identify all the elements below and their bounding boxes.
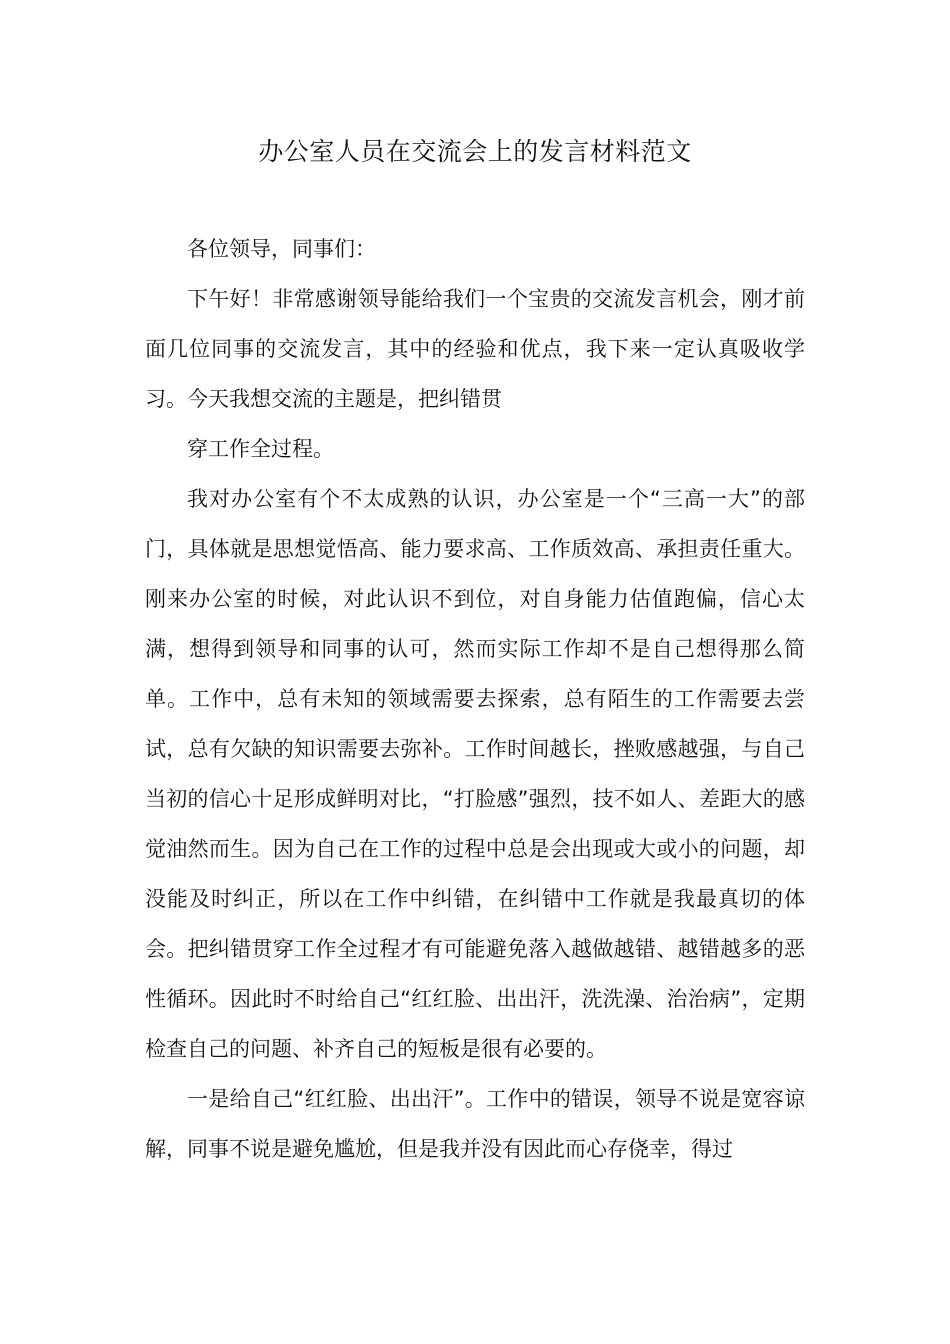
paragraph-reflection: 我对办公室有个不太成熟的认识，办公室是一个“三高一大”的部门，具体就是思想觉悟高、能力要求高、工作质效高、承担责任重大。刚来办公室的时候，对此认识不到位，对自身能力估值跑偏，信心太满，想得到领导和同事的认可，然而实际工作却不是自己想得那么简单。工作中，总有未知的领域需要去探索，总有陌生的工作需要去尝试，总有欠缺的知识需要去弥补。工作时间越长，挫败感越强，与自己当初的信心十足形成鲜明对比，“打脸感”强烈，技不如人、差距大的感觉油然而生。因为自己在工作的过程中总是会出现或大或小的问题，却没能及时纠正，所以在工作中纠错，在纠错中工作就是我最真切的体会。把纠错贯穿工作全过程才有可能避免落入越做越错、越错越多的恶性循环。因此时不时给自己“红红脸、出出汗，洗洗澡、治治病”，定期检查自己的问题、补齐自己的短板是很有必要的。 — [145, 487, 805, 1061]
paragraph-topic-continuation: 穿工作全过程。 — [187, 437, 334, 461]
paragraph-greeting: 各位领导，同事们： — [187, 237, 376, 261]
paragraph-opening: 下午好！非常感谢领导能给我们一个宝贵的交流发言机会，刚才前面几位同事的交流发言，其中的经验和优点，我下来一定认真吸收学习。今天我想交流的主题是，把纠错贯 — [145, 287, 805, 411]
document-title: 办公室人员在交流会上的发言材料范文 — [258, 137, 692, 166]
document-body — [145, 224, 805, 1174]
paragraph-point-one: 一是给自己“红红脸、出出汗”。工作中的错误，领导不说是宽容谅解，同事不说是避免尴尬，但是我并没有因此而心存侥幸，得过 — [145, 1087, 805, 1161]
